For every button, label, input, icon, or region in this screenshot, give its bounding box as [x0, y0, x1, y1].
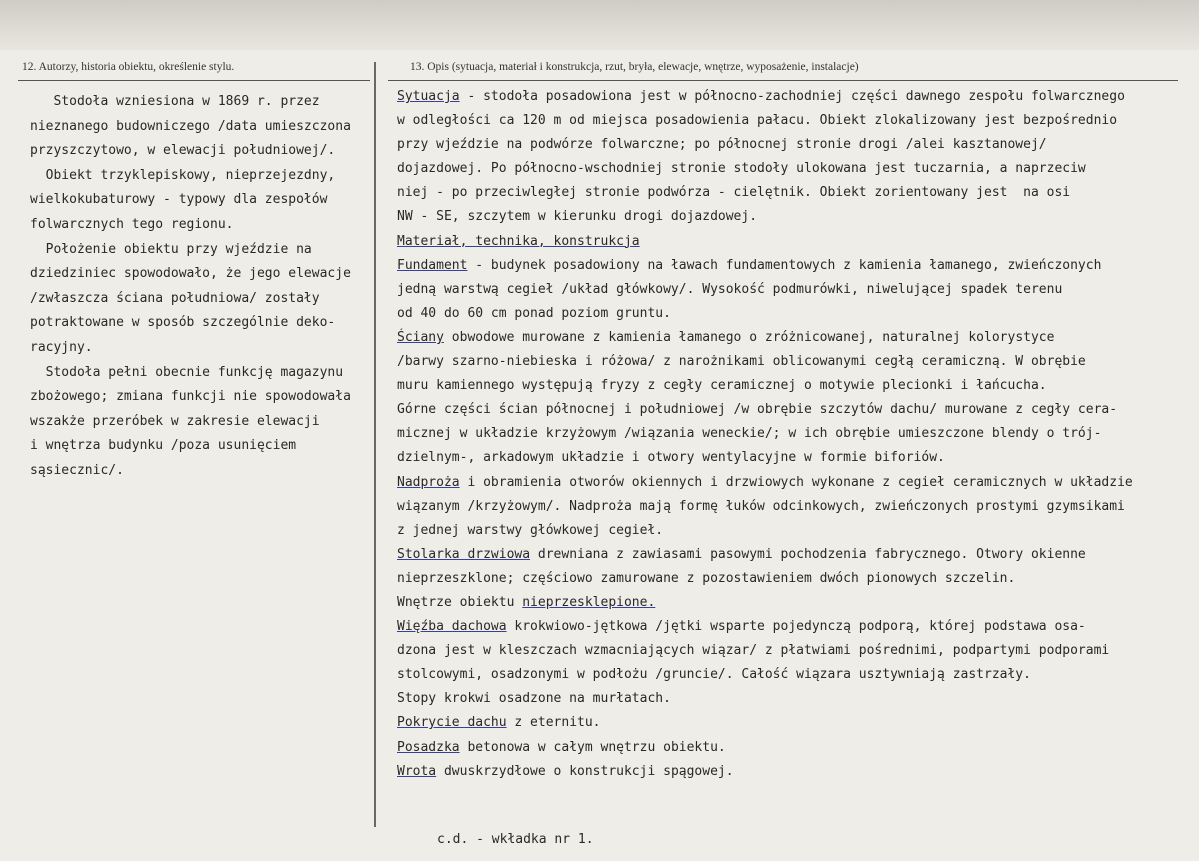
text-line: i wnętrza budynku /poza usunięciem [30, 438, 297, 454]
line-text: drewniana z zawiasami pasowymi pochodzenia fabrycznego. Otwory okienne [530, 546, 1086, 562]
line-text: NW - SE, szczytem w kierunku drogi dojazdowej. [397, 209, 758, 225]
text-line: Obiekt trzyklepiskowy, nieprzejezdny, [30, 167, 336, 183]
text-line [397, 85, 1133, 109]
underlined-heading: Nadproża [397, 474, 460, 490]
underlined-heading: Ściany [397, 329, 444, 345]
text-line [397, 133, 1133, 157]
line-text: wiązanym /krzyżowym/. Nadproża mają formę łuków odcinkowych, zwieńczonych prostymi gzymsikami [397, 498, 1125, 514]
underlined-heading: Materiał, technika, konstrukcja [397, 233, 640, 249]
line-text: - budynek posadowiony na ławach fundamentowych z kamienia łamanego, zwieńczonych [467, 257, 1102, 273]
text-line [397, 302, 1133, 326]
line-text: /barwy szarno-niebieska i różowa/ z narożnikami oblicowanymi cegłą ceramiczną. W obrębie [397, 354, 1086, 370]
text-line [397, 736, 1133, 760]
line-text: obwodowe murowane z kamienia łamanego o zróżnicowanej, naturalnej kolorystyce [443, 329, 1055, 345]
text-line [397, 591, 1133, 615]
line-text: dzielnym-, arkadowym układzie i otwory wentylacyjne w formie biforiów. [397, 450, 945, 466]
text-line [397, 567, 1133, 591]
text-line [397, 615, 1133, 639]
text-line: sąsiecznic/. [30, 462, 124, 478]
line-text: nieprzeszklone; częściowo zamurowane z pozostawieniem dwóch pionowych szczelin. [397, 570, 1016, 586]
line-text: micznej w układzie krzyżowym /wiązania weneckie/; w ich obrębie umieszczone blendy o trój- [397, 426, 1102, 442]
line-text: krokwiowo-jętkowa /jętki wsparte pojedynczą podporą, której podstawa osa- [506, 619, 1086, 635]
text-line: folwarcznych tego regionu. [30, 216, 234, 232]
text-line [397, 278, 1133, 302]
underlined-heading: Pokrycie dachu [397, 715, 507, 731]
underlined-heading: Więźba dachowa [397, 619, 507, 635]
line-text: niej - po przeciwległej stronie podwórza - cielętnik. Obiekt zorientowany jest na osi [397, 185, 1071, 201]
text-line [397, 760, 1133, 784]
text-line [397, 422, 1133, 446]
text-line [397, 157, 1133, 181]
line-text: w odległości ca 120 m od miejsca posadowienia pałacu. Obiekt zlokalizowany jest bezpośrednio [397, 113, 1118, 129]
line-text: betonowa w całym wnętrzu obiektu. [459, 739, 726, 755]
underlined-heading: Fundament [397, 257, 468, 273]
text-line [397, 109, 1133, 133]
section-12-text [30, 90, 351, 484]
text-line: nieznanego budowniczego /data umieszczona [30, 118, 351, 134]
text-line: wielkokubaturowy - typowy dla zespołów [30, 192, 328, 208]
column-divider [374, 62, 376, 827]
text-line [397, 543, 1133, 567]
text-line [397, 230, 1133, 254]
section-13-header: 13. Opis (sytuacja, materiał i konstrukcja, rzut, bryła, elewacje, wnętrze, wyposażenie, instalacje) [410, 61, 859, 73]
line-text: Wnętrze obiektu [397, 594, 523, 610]
text-line [397, 181, 1133, 205]
text-line: Stodoła wzniesiona w 1869 r. przez [30, 94, 320, 109]
text-line: wszakże przeróbek w zakresie elewacji [30, 413, 320, 429]
text-line: Położenie obiektu przy wjeździe na [30, 241, 312, 257]
text-line: /zwłaszcza ściana południowa/ zostały [30, 290, 320, 306]
line-text: z jednej warstwy główkowej cegieł. [397, 522, 664, 538]
line-text: od 40 do 60 cm ponad poziom gruntu. [397, 305, 671, 321]
text-line: zbożowego; zmiana funkcji nie spowodowała [30, 389, 351, 405]
line-text: stolcowymi, osadzonymi w podłożu /gruncie/. Całość wiązara usztywniają zastrzały. [397, 667, 1031, 683]
line-text: dzona jest w kleszczach wzmacniających wiązar/ z płatwiami pośrednimi, podpartymi podporami [397, 643, 1110, 659]
line-text: - stodoła posadowiona jest w północno-zachodniej części dawnego zespołu folwarcznego [459, 89, 1125, 104]
line-text: jedną warstwą cegieł /układ główkowy/. Wysokość podmurówki, niwelującej spadek terenu [397, 281, 1063, 297]
section-13-text [397, 85, 1133, 784]
underlined-heading: Sytuacja [397, 89, 460, 104]
text-line [397, 519, 1133, 543]
line-text: z eternitu. [506, 715, 601, 731]
underlined-heading: Stolarka drzwiowa [397, 546, 531, 562]
text-line [397, 495, 1133, 519]
line-text: muru kamiennego występują fryzy z cegły ceramicznej o motywie plecionki i łańcucha. [397, 378, 1047, 394]
text-line [397, 663, 1133, 687]
text-line [397, 687, 1133, 711]
line-text: przy wjeździe na podwórze folwarczne; po północnej stronie drogi /alei kasztanowej/ [397, 137, 1047, 153]
text-line [397, 471, 1133, 495]
text-line: racyjny. [30, 339, 93, 355]
text-line [397, 350, 1133, 374]
text-line: potraktowane w sposób szczególnie deko- [30, 315, 336, 331]
right-header-rule [388, 80, 1178, 81]
underlined-heading: Posadzka [397, 739, 460, 755]
line-text: i obramienia otworów okiennych i drzwiowych wykonane z cegieł ceramicznych w układzie [459, 474, 1133, 490]
text-line [397, 205, 1133, 229]
underlined-term: nieprzesklepione. [522, 594, 656, 610]
text-line: Stodoła pełni obecnie funkcję magazynu [30, 364, 344, 380]
text-line [397, 639, 1133, 663]
text-line [397, 711, 1133, 735]
line-text: dojazdowej. Po północno-wschodniej stronie stodoły ulokowana jest tuczarnia, a naprzeciw [397, 161, 1086, 177]
text-line [397, 374, 1133, 398]
top-margin [0, 0, 1199, 50]
underlined-heading: Wrota [397, 763, 437, 779]
continuation-note: c.d. - wkładka nr 1. [437, 832, 594, 847]
text-line [397, 254, 1133, 278]
line-text: Górne części ścian północnej i południowej /w obrębie szczytów dachu/ murowane z cegły cera- [397, 402, 1118, 418]
text-line: przyszczytowo, w elewacji południowej/. [30, 143, 336, 159]
line-text: dwuskrzydłowe o konstrukcji spągowej. [436, 763, 734, 779]
left-header-rule [18, 80, 370, 81]
text-line: dziedziniec spowodowało, że jego elewacje [30, 266, 351, 282]
text-line [397, 446, 1133, 470]
line-text: Stopy krokwi osadzone na murłatach. [397, 691, 671, 707]
section-12-header: 12. Autorzy, historia obiektu, określenie stylu. [22, 61, 235, 73]
text-line [397, 326, 1133, 350]
text-line [397, 398, 1133, 422]
